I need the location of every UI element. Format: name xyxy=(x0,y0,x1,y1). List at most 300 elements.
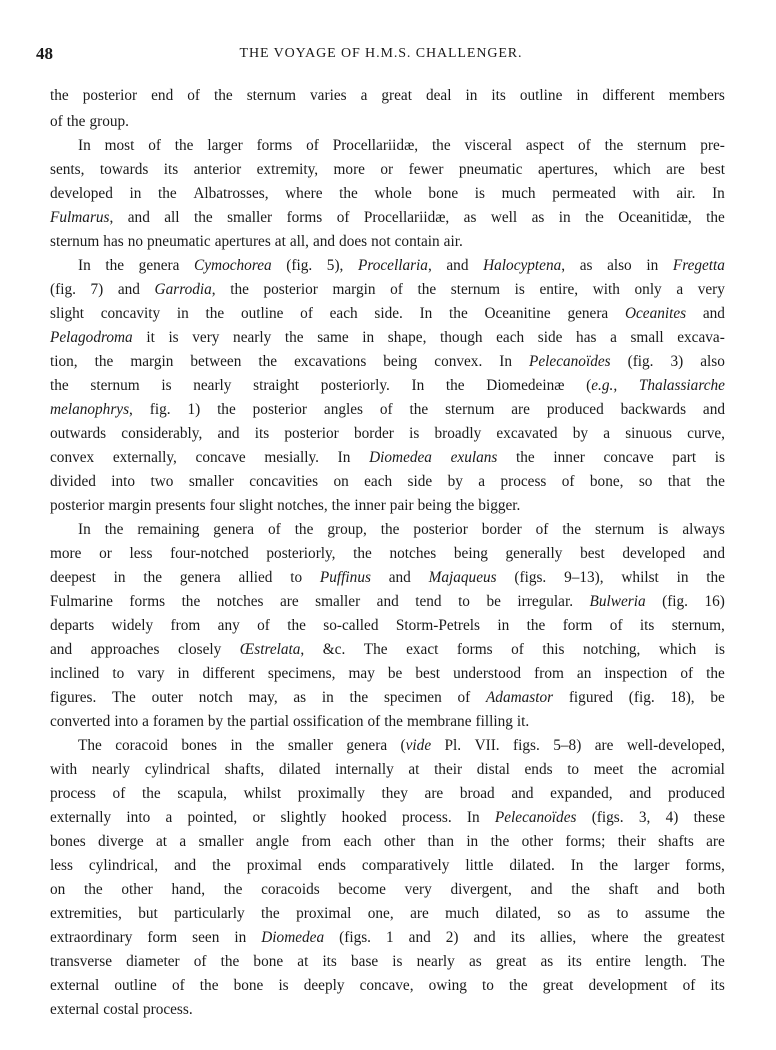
word: the xyxy=(490,833,510,850)
word: to xyxy=(458,593,470,610)
word: membrane xyxy=(406,713,472,730)
word: melanophrys, xyxy=(50,401,133,418)
word: apertures xyxy=(214,233,271,250)
word: they xyxy=(381,785,408,802)
word: of xyxy=(171,977,185,994)
word: the xyxy=(261,905,280,922)
word: departs xyxy=(50,617,95,634)
word: of xyxy=(457,689,471,706)
word: four-notched xyxy=(170,545,249,562)
word: in xyxy=(497,617,510,634)
word: Diomedea xyxy=(261,929,325,946)
text-line xyxy=(50,614,725,638)
text-line xyxy=(50,830,725,854)
word: at xyxy=(155,833,168,850)
text-line xyxy=(50,422,725,446)
word: each xyxy=(343,833,372,850)
word: forms xyxy=(256,137,293,154)
word: or xyxy=(99,545,112,562)
word: bones xyxy=(50,833,86,850)
word: broad xyxy=(459,785,495,802)
word: members xyxy=(668,87,725,104)
word: of xyxy=(148,137,161,154)
word: presents xyxy=(155,497,206,514)
word: straight xyxy=(253,377,300,394)
word: end xyxy=(151,87,174,104)
word: pre- xyxy=(700,137,725,154)
text-line xyxy=(78,254,725,278)
word: approaches xyxy=(90,641,160,658)
word: the xyxy=(255,737,275,754)
word: great xyxy=(542,977,574,994)
word: converted xyxy=(50,713,111,730)
word: smaller xyxy=(227,209,273,226)
word: inspection xyxy=(604,665,668,682)
word: VII. xyxy=(474,737,500,754)
word: outwards xyxy=(50,425,107,442)
word: and xyxy=(629,785,652,802)
word: dilated. xyxy=(509,857,555,874)
text-line xyxy=(50,998,725,1022)
word: the xyxy=(599,857,619,874)
text-line xyxy=(50,494,725,518)
word: fewer xyxy=(408,161,444,178)
word: process xyxy=(500,473,547,490)
text-line xyxy=(50,326,725,350)
word: the xyxy=(643,929,663,946)
word: to xyxy=(481,977,494,994)
word: little xyxy=(465,857,494,874)
word: each xyxy=(364,473,393,490)
word: and xyxy=(657,881,680,898)
word: from xyxy=(534,665,564,682)
text-line xyxy=(50,806,725,830)
word: also xyxy=(700,353,725,370)
word: their xyxy=(617,833,646,850)
word: shaft xyxy=(608,881,639,898)
word: bigger. xyxy=(478,497,521,514)
word: whilst xyxy=(243,785,282,802)
word: the xyxy=(181,593,201,610)
text-line xyxy=(50,182,725,206)
word: posteriorly, xyxy=(266,545,336,562)
text-line xyxy=(50,350,725,374)
word: become xyxy=(338,881,386,898)
text-line xyxy=(78,518,725,542)
word: into xyxy=(126,809,151,826)
word: it xyxy=(146,329,155,346)
word: where xyxy=(285,185,323,202)
word: convex. xyxy=(434,353,483,370)
word: the xyxy=(431,137,451,154)
word: of xyxy=(257,617,270,634)
word: in xyxy=(465,87,478,104)
text-line xyxy=(50,302,725,326)
word: &c. xyxy=(322,641,346,658)
word: shafts, xyxy=(224,761,265,778)
word: only xyxy=(634,281,662,298)
word: great xyxy=(381,87,412,104)
word: allies, xyxy=(540,929,577,946)
word: is xyxy=(658,521,669,538)
word: concave xyxy=(603,449,654,466)
word: and xyxy=(117,281,140,298)
word: the xyxy=(331,497,351,514)
word: more xyxy=(50,545,82,562)
word: pair xyxy=(389,497,414,514)
word: Fulmarine xyxy=(50,593,113,610)
word: specimen xyxy=(383,689,442,706)
word: border xyxy=(353,425,394,442)
word: backwards xyxy=(620,401,687,418)
word: and xyxy=(511,785,534,802)
word: internally xyxy=(335,761,394,778)
word: the xyxy=(220,953,240,970)
word: the xyxy=(585,209,604,226)
word: its xyxy=(567,953,582,970)
word: Diomedea xyxy=(369,449,432,466)
word: a xyxy=(603,425,611,442)
word: posterior xyxy=(50,497,105,514)
word: border xyxy=(481,521,522,538)
word: external xyxy=(50,1001,100,1018)
word: the xyxy=(105,257,125,274)
word: than xyxy=(427,833,454,850)
word: figs. xyxy=(513,737,540,754)
word: most xyxy=(104,137,135,154)
word: less xyxy=(129,545,153,562)
word: at xyxy=(297,953,309,970)
word: side xyxy=(407,473,433,490)
word: the xyxy=(212,857,231,874)
word: vary xyxy=(137,665,165,682)
word: be xyxy=(387,665,403,682)
word: with xyxy=(632,185,660,202)
word: margin xyxy=(130,353,174,370)
word: genera xyxy=(567,305,609,322)
word: notches xyxy=(389,545,437,562)
word: particularly xyxy=(174,905,245,922)
word: any xyxy=(217,617,240,634)
word: pneumatic xyxy=(147,233,211,250)
word: the xyxy=(526,617,546,634)
word: the xyxy=(604,137,624,154)
word: and xyxy=(530,881,553,898)
word: may, xyxy=(248,689,278,706)
word: form xyxy=(562,617,593,634)
word: process. xyxy=(401,809,452,826)
word: its xyxy=(491,87,506,104)
word: genera xyxy=(138,257,180,274)
word: is xyxy=(278,977,289,994)
word: on xyxy=(333,473,349,490)
word: nearly xyxy=(233,329,272,346)
word: is xyxy=(168,329,179,346)
word: very xyxy=(404,881,432,898)
word: in xyxy=(113,569,126,586)
word: between xyxy=(190,353,242,370)
word: the xyxy=(706,209,725,226)
word: externally xyxy=(50,809,112,826)
word: slight xyxy=(50,305,84,322)
word: Halocyptena, xyxy=(483,257,566,274)
text-line xyxy=(50,878,725,902)
word: Pelagodroma xyxy=(50,329,133,346)
word: each xyxy=(496,329,525,346)
word: fig. xyxy=(149,401,171,418)
word: pneumatic xyxy=(458,161,523,178)
word: whilst xyxy=(621,569,659,586)
word: in xyxy=(558,209,571,226)
word: apertures, xyxy=(538,161,598,178)
word: sternum xyxy=(445,401,495,418)
word: or xyxy=(252,809,266,826)
word: concave xyxy=(195,449,246,466)
word: 7) xyxy=(90,281,104,298)
word: the xyxy=(571,881,590,898)
word: transverse xyxy=(50,953,113,970)
word: proximal xyxy=(246,857,302,874)
text-line xyxy=(50,278,725,302)
word: into xyxy=(111,473,136,490)
word: smaller xyxy=(315,593,361,610)
word: its xyxy=(510,929,526,946)
text-line xyxy=(50,902,725,926)
word: 16) xyxy=(704,593,725,610)
word: are xyxy=(279,593,299,610)
word: slight xyxy=(239,497,274,514)
word: The xyxy=(78,737,102,754)
word: mesially. xyxy=(264,449,319,466)
word: concavities xyxy=(249,473,319,490)
word: scapula, xyxy=(177,785,228,802)
word: curve, xyxy=(687,425,725,442)
word: forms, xyxy=(685,857,725,874)
word: of xyxy=(50,113,63,130)
word: nearly xyxy=(416,953,455,970)
word: all, xyxy=(289,233,309,250)
text-line xyxy=(50,84,725,108)
word: posterior xyxy=(284,425,339,442)
word: is xyxy=(392,953,403,970)
word: the xyxy=(223,881,243,898)
word: bone xyxy=(233,977,264,994)
word: base xyxy=(351,953,379,970)
word: (e.g., xyxy=(586,377,618,394)
word: the xyxy=(706,665,725,682)
word: in xyxy=(676,569,689,586)
word: as xyxy=(531,209,545,226)
word: whole xyxy=(374,185,412,202)
word: externally, xyxy=(112,449,177,466)
word: the xyxy=(83,881,103,898)
word: less xyxy=(50,857,73,874)
word: in xyxy=(234,929,247,946)
word: are xyxy=(594,737,614,754)
word: the xyxy=(66,113,86,130)
word: In xyxy=(337,449,351,466)
word: by xyxy=(572,425,589,442)
word: in xyxy=(129,185,142,202)
word: the xyxy=(445,377,465,394)
word: as xyxy=(587,905,601,922)
word: Oceanites xyxy=(624,305,687,322)
word: the xyxy=(143,569,163,586)
word: In xyxy=(419,305,433,322)
word: exulans xyxy=(450,449,498,466)
word: the xyxy=(199,977,219,994)
word: 1) xyxy=(187,401,201,418)
word: group. xyxy=(89,113,129,130)
word: diverge xyxy=(98,833,144,850)
word: closely xyxy=(177,641,222,658)
word: proximally xyxy=(297,785,365,802)
word: In xyxy=(78,137,91,154)
text-line xyxy=(50,230,725,254)
word: produced xyxy=(667,785,725,802)
word: Cymochorea xyxy=(194,257,272,274)
word: as xyxy=(540,953,554,970)
word: and xyxy=(50,641,73,658)
word: angles xyxy=(323,401,363,418)
word: as xyxy=(468,953,482,970)
word: sternum xyxy=(90,377,140,394)
word: other xyxy=(121,881,153,898)
word: distal xyxy=(476,761,510,778)
word: being xyxy=(417,497,452,514)
text-line xyxy=(50,158,725,182)
word: being xyxy=(453,545,488,562)
word: other xyxy=(383,833,416,850)
word: best xyxy=(415,665,441,682)
word: foramen xyxy=(152,713,204,730)
word: Œstrelata, xyxy=(239,641,305,658)
text-line xyxy=(50,686,725,710)
word: the xyxy=(417,281,437,298)
text-line xyxy=(50,110,725,134)
word: a xyxy=(360,87,368,104)
word: smaller xyxy=(287,737,333,754)
word: (fig. xyxy=(286,257,313,274)
word: from xyxy=(301,833,332,850)
word: its xyxy=(639,617,655,634)
word: same xyxy=(317,329,349,346)
word: widely xyxy=(111,617,154,634)
text-line xyxy=(50,470,725,494)
text-line xyxy=(50,710,725,734)
word: greatest xyxy=(677,929,725,946)
word: angle xyxy=(255,833,290,850)
text-line xyxy=(50,950,725,974)
word: Garrodia, xyxy=(154,281,216,298)
word: from xyxy=(170,617,201,634)
word: the xyxy=(104,521,124,538)
word: Adamastor xyxy=(485,689,554,706)
word: entire, xyxy=(539,281,579,298)
word: the xyxy=(50,377,69,394)
word: the xyxy=(449,305,468,322)
word: or xyxy=(380,161,394,178)
word: much xyxy=(501,185,536,202)
word: Procellariidæ, xyxy=(332,137,419,154)
word: Pelecanoïdes xyxy=(494,809,577,826)
word: generally xyxy=(505,545,563,562)
word: sternum xyxy=(246,87,297,104)
word: divergent, xyxy=(450,881,512,898)
word: of xyxy=(561,473,575,490)
word: notching, xyxy=(583,641,641,658)
word: entire xyxy=(595,953,631,970)
word: as xyxy=(293,689,307,706)
text-line xyxy=(50,854,725,878)
word: 4) xyxy=(665,809,679,826)
word: (figs. xyxy=(514,569,547,586)
word: no xyxy=(127,233,143,250)
word: much xyxy=(445,905,480,922)
word: its xyxy=(322,953,337,970)
word: Puffinus xyxy=(319,569,371,586)
word: is xyxy=(161,377,172,394)
word: air. xyxy=(676,185,696,202)
word: their xyxy=(434,761,463,778)
word: concave, xyxy=(359,977,414,994)
word: figures. xyxy=(50,689,97,706)
word: may xyxy=(348,665,375,682)
word: group, xyxy=(327,521,367,538)
text-line xyxy=(50,206,725,230)
word: the xyxy=(284,329,304,346)
word: and xyxy=(217,425,240,442)
word: the xyxy=(94,353,114,370)
word: by xyxy=(447,473,463,490)
word: length. xyxy=(644,953,687,970)
word: one, xyxy=(367,905,394,922)
word: Albatrosses, xyxy=(193,185,269,202)
word: extremities, xyxy=(50,905,122,922)
word: anterior xyxy=(193,161,242,178)
word: of xyxy=(511,641,524,658)
word: the xyxy=(230,281,249,298)
word: dilated, xyxy=(495,905,541,922)
word: posterior xyxy=(263,281,318,298)
word: sinuous xyxy=(625,425,672,442)
word: so xyxy=(557,905,571,922)
word: Procellaria, xyxy=(357,257,432,274)
word: outline xyxy=(114,977,157,994)
word: visceral xyxy=(464,137,513,154)
text-line xyxy=(50,662,725,686)
word: which xyxy=(613,161,651,178)
word: as xyxy=(463,209,477,226)
word: on xyxy=(50,881,66,898)
word: external xyxy=(50,977,100,994)
word: of xyxy=(682,977,696,994)
word: to xyxy=(290,569,303,586)
word: a xyxy=(478,473,486,490)
word: these xyxy=(693,809,725,826)
word: Majaqueus xyxy=(428,569,497,586)
word: of xyxy=(680,665,694,682)
word: sternum, xyxy=(671,617,725,634)
word: bones xyxy=(181,737,218,754)
word: genera xyxy=(346,737,388,754)
word: at xyxy=(408,761,420,778)
word: best xyxy=(700,161,725,178)
word: well xyxy=(490,209,518,226)
word: inclined xyxy=(50,665,100,682)
page-number: 48 xyxy=(36,44,53,63)
word: cylindrical xyxy=(144,761,211,778)
